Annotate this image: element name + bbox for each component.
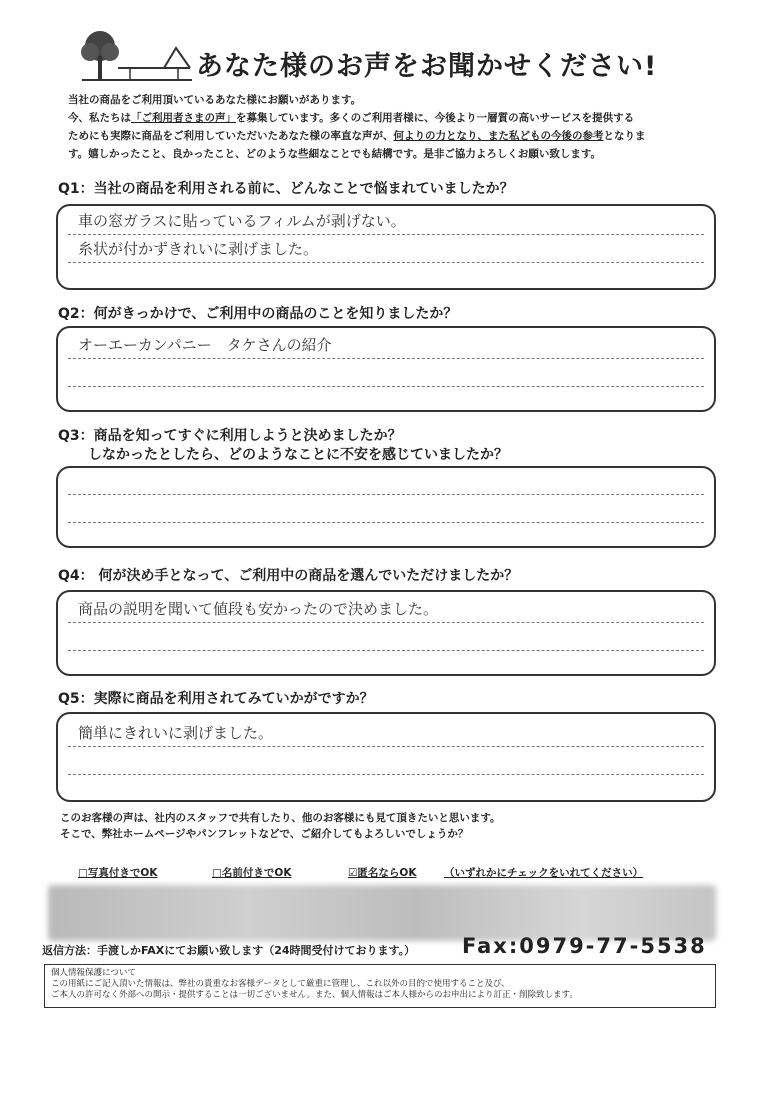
checkbox-name-ok[interactable]: □名前付きでOK	[212, 867, 292, 879]
intro-line-1: 当社の商品をご利用頂いているあなた様にお願いがあります。	[68, 94, 362, 106]
reply-method: 返信方法：手渡しかFAXにてお願い致します（24時間受付けております。）	[42, 944, 416, 957]
q5-answer-line-1: 簡単にきれいに剥げました。	[78, 724, 274, 742]
privacy-notice	[44, 964, 716, 1008]
q3-label-line-2: しなかったとしたら、どのようなことに不安を感じていましたか？	[88, 447, 508, 463]
q1-answer-line-1: 車の窓ガラスに貼っているフィルムが剥げない。	[78, 212, 406, 230]
redacted-customer-info	[48, 885, 716, 941]
fax-number: Fax:0979-77-5538	[462, 934, 707, 958]
q2-label: Q2：何がきっかけで、ご利用中の商品のことを知りましたか？	[58, 306, 458, 322]
q4-label: Q4： 何が決め手となって、ご利用中の商品を選んでいただけましたか？	[58, 568, 519, 584]
q4-answer-box[interactable]	[56, 590, 716, 676]
q1-answer-box[interactable]	[56, 204, 716, 290]
consent-line-1: このお客様の声は、社内のスタッフで共有したり、他のお客様にも見て頂きたいと思います。	[60, 812, 501, 824]
q4-answer-line-1: 商品の説明を聞いて値段も安かったので決めました。	[78, 600, 439, 618]
q1-label: Q1：当社の商品を利用される前に、どんなことで悩まれていましたか？	[58, 181, 514, 197]
q2-answer-box[interactable]	[56, 326, 716, 412]
q5-answer-box[interactable]	[56, 712, 716, 802]
consent-line-2: そこで、弊社ホームページやパンフレットなどで、ご紹介してもよろしいでしょうか？	[60, 828, 469, 840]
page-title: あなた様のお声をお聞かせください!	[196, 51, 658, 82]
intro-line-3: ためにも実際に商品をご利用していただいたあなた様の率直な声が、何よりの力となり、また私どもの今後の参考となりま	[68, 130, 646, 142]
tree-house-logo-icon	[78, 28, 196, 84]
intro-line-2: 今、私たちは「ご利用者さまの声」を募集しています。多くのご利用者様に、今後より一層質の高いサービスを提供する	[68, 112, 635, 124]
q3-answer-box[interactable]	[56, 466, 716, 548]
checkbox-anonymous-ok[interactable]: ☑匿名ならOK	[348, 867, 417, 879]
privacy-line-1: この用紙にご記入頂いた情報は、弊社の貴重なお客様データとして厳重に管理し、これ以外の目的で使用すること及び、	[51, 979, 510, 989]
q2-answer-line-1: オーエーカンパニー タケさんの紹介	[78, 336, 332, 354]
intro-line-4: す。嬉しかったこと、良かったこと、どのような些細なことでも結構です。是非ご協力よろしくお願い致します。	[68, 148, 601, 160]
privacy-line-2: ご本人の許可なく外部への開示・提供することは一切ございません。また、個人情報はご本人様からのお申出により訂正・削除致します。	[51, 990, 578, 1000]
q5-label: Q5：実際に商品を利用されてみていかがですか？	[58, 691, 374, 707]
checkbox-photo-ok[interactable]: □写真付きでOK	[78, 867, 158, 879]
q1-answer-line-2: 糸状が付かずきれいに剥げました。	[78, 240, 319, 258]
checkbox-instruction: （いずれかにチェックをいれてください）	[444, 867, 644, 879]
privacy-heading: 個人情報保護について	[51, 968, 136, 978]
q3-label: Q3：商品を知ってすぐに利用しようと決めましたか？	[58, 428, 402, 444]
